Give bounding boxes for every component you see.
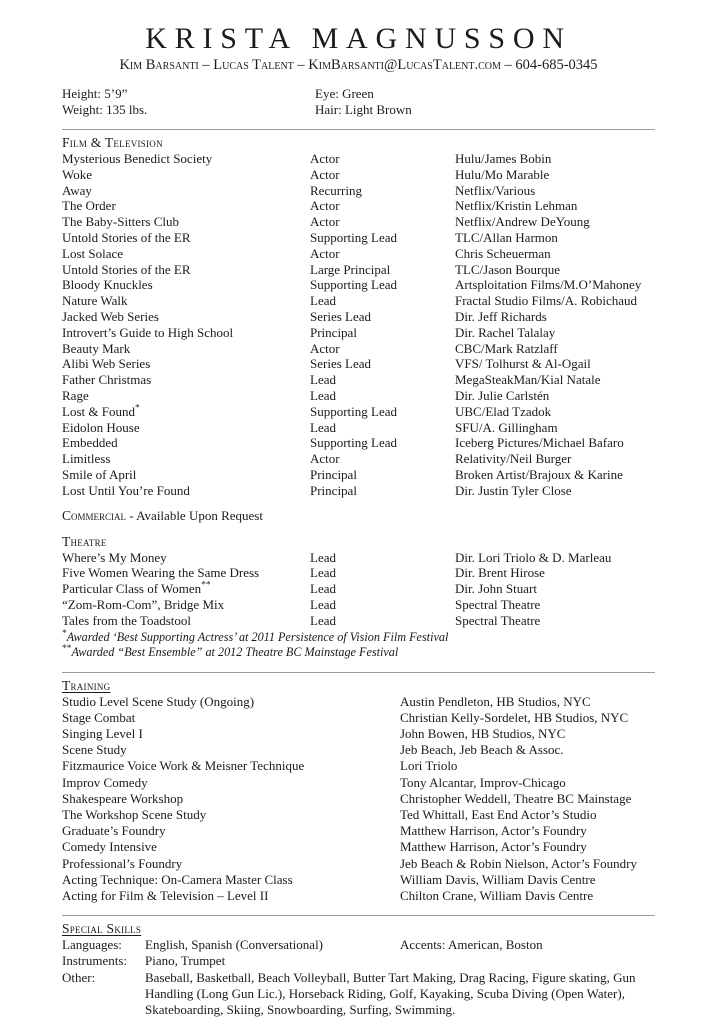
credit-title xyxy=(62,372,310,388)
credit-title-text: “Zom-Rom-Com”, Bridge Mix xyxy=(62,596,225,612)
credit-company: Dir. Jeff Richards xyxy=(455,308,547,324)
credit-row xyxy=(62,451,655,467)
training-course: Improv Comedy xyxy=(62,774,148,790)
credit-row xyxy=(62,581,655,597)
footnote xyxy=(62,645,655,661)
credit-role: Large Principal xyxy=(310,261,391,277)
credit-company: SFU/A. Gillingham xyxy=(455,419,558,435)
stat-height: Height: 5’9” xyxy=(62,86,128,101)
training-row xyxy=(62,742,655,758)
footnote xyxy=(62,630,655,646)
credit-title-text: Alibi Web Series xyxy=(62,356,151,372)
credit-title xyxy=(62,420,310,436)
commercial-rest: - Available Upon Request xyxy=(126,507,263,523)
credit-row xyxy=(62,230,655,246)
credit-title-text: Introvert’s Guide to High School xyxy=(62,324,234,340)
credit-title xyxy=(62,293,310,309)
credit-title xyxy=(62,597,310,613)
credit-title xyxy=(62,581,310,597)
footnote-text: Awarded “Best Ensemble” at 2012 Theatre BC Mainstage Festival xyxy=(71,645,399,660)
credit-title-text: Eidolon House xyxy=(62,419,140,435)
credit-company: Artsploitation Films/M.O’Mahoney xyxy=(455,277,642,293)
credit-company: Hulu/Mo Marable xyxy=(455,166,550,182)
training-heading: Training xyxy=(62,677,111,693)
credit-company: Fractal Studio Films/A. Robichaud xyxy=(455,293,637,309)
training-teacher: Matthew Harrison, Actor’s Foundry xyxy=(400,823,587,839)
credit-title xyxy=(62,550,310,566)
credit-role: Lead xyxy=(310,549,336,565)
training-row xyxy=(62,856,655,872)
training-row xyxy=(62,726,655,742)
credit-role: Actor xyxy=(310,340,340,356)
credit-row xyxy=(62,565,655,581)
training-teacher: Chilton Crane, William Davis Centre xyxy=(400,887,594,903)
credit-company: Netflix/Kristin Lehman xyxy=(455,198,578,214)
credit-company: Netflix/Andrew DeYoung xyxy=(455,214,590,230)
theatre-rows xyxy=(62,550,655,629)
credit-title xyxy=(62,388,310,404)
instruments-label: Instruments: xyxy=(62,953,127,969)
footnote-mark: * xyxy=(62,628,67,639)
footnote-mark: ** xyxy=(62,643,72,654)
training-course: Studio Level Scene Study (Ongoing) xyxy=(62,693,255,709)
credit-title-text: Embedded xyxy=(62,435,118,451)
credit-row xyxy=(62,198,655,214)
credit-title xyxy=(62,341,310,357)
credit-company: TLC/Allan Harmon xyxy=(455,229,558,245)
credit-role: Actor xyxy=(310,245,340,261)
special-skills-heading: Special Skills xyxy=(62,921,142,937)
training-course: Shakespeare Workshop xyxy=(62,790,184,806)
training-row xyxy=(62,888,655,904)
stat-eye: Eye: Green xyxy=(315,86,374,101)
credit-role: Supporting Lead xyxy=(310,229,398,245)
credit-company: Netflix/Various xyxy=(455,182,536,198)
training-row xyxy=(62,694,655,710)
footnote-mark: * xyxy=(134,403,140,414)
credit-title-text: Where’s My Money xyxy=(62,549,167,565)
credit-company: Dir. Julie Carlstén xyxy=(455,387,550,403)
credit-role: Lead xyxy=(310,612,336,628)
credit-role: Supporting Lead xyxy=(310,435,398,451)
languages-value: English, Spanish (Conversational) xyxy=(145,937,324,953)
credit-title xyxy=(62,483,310,499)
training-teacher: Lori Triolo xyxy=(400,758,458,774)
credit-row xyxy=(62,214,655,230)
credit-role: Recurring xyxy=(310,182,362,198)
credit-row xyxy=(62,420,655,436)
credit-row xyxy=(62,435,655,451)
credit-row xyxy=(62,613,655,629)
footnote-mark: ** xyxy=(201,580,211,591)
stat-weight: Weight: 135 lbs. xyxy=(62,102,148,117)
training-row xyxy=(62,823,655,839)
credit-company: UBC/Elad Tzadok xyxy=(455,403,552,419)
credit-row xyxy=(62,372,655,388)
training-course: Singing Level I xyxy=(62,725,143,741)
physical-stats xyxy=(62,86,655,118)
training-teacher: Jeb Beach & Robin Nielson, Actor’s Foundry xyxy=(400,855,637,871)
training-row xyxy=(62,775,655,791)
credit-title xyxy=(62,613,310,629)
credit-role: Principal xyxy=(310,482,357,498)
training-row xyxy=(62,839,655,855)
training-course: Scene Study xyxy=(62,742,127,758)
credit-row xyxy=(62,309,655,325)
special-skills-section xyxy=(62,921,655,1018)
credit-title-text: Father Christmas xyxy=(62,372,152,388)
credit-company: TLC/Jason Bourque xyxy=(455,261,561,277)
commercial-label: Commercial xyxy=(62,507,127,523)
contact-line: Kim Barsanti – Lucas Talent – KimBarsanti@LucasTalent.com – 604-685-0345 xyxy=(119,57,598,73)
accents-value: Accents: American, Boston xyxy=(400,937,543,953)
credit-company: Dir. John Stuart xyxy=(455,581,537,597)
credit-title-text: Nature Walk xyxy=(62,293,128,309)
credit-role: Lead xyxy=(310,419,336,435)
credit-company: Relativity/Neil Burger xyxy=(455,451,572,467)
credit-role: Principal xyxy=(310,324,357,340)
credit-title-text: Tales from the Toadstool xyxy=(62,612,191,628)
credit-company: VFS/ Tolhurst & Al-Ogail xyxy=(455,356,591,372)
credit-company: Dir. Rachel Talalay xyxy=(455,324,556,340)
training-course: Acting for Film & Television – Level II xyxy=(62,887,269,903)
credit-role: Lead xyxy=(310,581,336,597)
other-value: Baseball, Basketball, Beach Volleyball, Butter Tart Making, Drag Racing, Figure skating, Gun Handling (Long Gun Lic.), Horseback Riding, Golf, Kayaking, Scuba Diving (Open Water), Skateboarding, Skiing, Snowboarding, Surfing, Swimming. xyxy=(145,969,636,1018)
credit-title-text: Woke xyxy=(62,166,92,182)
credit-title-text: Away xyxy=(62,182,92,198)
training-teacher: Christian Kelly-Sordelet, HB Studios, NYC xyxy=(400,709,629,725)
credit-title-text: Particular Class of Women xyxy=(62,581,202,597)
skills-languages-row xyxy=(62,937,655,953)
training-teacher: Austin Pendleton, HB Studios, NYC xyxy=(400,693,591,709)
credit-title xyxy=(62,230,310,246)
credit-title-text: Jacked Web Series xyxy=(62,308,159,324)
training-teacher: John Bowen, HB Studios, NYC xyxy=(400,725,566,741)
credit-title xyxy=(62,167,310,183)
credit-company: Broken Artist/Brajoux & Karine xyxy=(455,466,623,482)
credit-title-text: Five Women Wearing the Same Dress xyxy=(62,565,260,581)
credit-role: Supporting Lead xyxy=(310,277,398,293)
training-row xyxy=(62,758,655,774)
training-teacher: Matthew Harrison, Actor’s Foundry xyxy=(400,839,587,855)
credit-row xyxy=(62,483,655,499)
credit-title xyxy=(62,262,310,278)
divider xyxy=(62,672,655,673)
languages-label: Languages: xyxy=(62,937,122,953)
footnote-text: Awarded ‘Best Supporting Actress’ at 2011 Persistence of Vision Film Festival xyxy=(66,629,449,644)
credit-role: Lead xyxy=(310,293,336,309)
credit-row xyxy=(62,293,655,309)
credit-title-text: Untold Stories of the ER xyxy=(62,229,191,245)
credit-company: Iceberg Pictures/Michael Bafaro xyxy=(455,435,624,451)
other-label: Other: xyxy=(62,969,96,985)
credit-title xyxy=(62,309,310,325)
training-teacher: Christopher Weddell, Theatre BC Mainstage xyxy=(400,790,632,806)
credit-title xyxy=(62,198,310,214)
training-row xyxy=(62,710,655,726)
credit-row xyxy=(62,597,655,613)
training-section xyxy=(62,678,655,905)
credit-title-text: Lost Until You’re Found xyxy=(62,482,190,498)
credit-role: Actor xyxy=(310,214,340,230)
credit-row xyxy=(62,325,655,341)
credit-row xyxy=(62,262,655,278)
credit-title xyxy=(62,183,310,199)
training-teacher: Ted Whittall, East End Actor’s Studio xyxy=(400,806,597,822)
credit-row xyxy=(62,341,655,357)
training-course: Stage Combat xyxy=(62,709,136,725)
credit-title xyxy=(62,451,310,467)
training-course: Fitzmaurice Voice Work & Meisner Technique xyxy=(62,758,305,774)
credit-company: MegaSteakMan/Kial Natale xyxy=(455,372,601,388)
training-course: Graduate’s Foundry xyxy=(62,823,166,839)
credit-title xyxy=(62,356,310,372)
skills-instruments-row xyxy=(62,953,655,969)
credit-role: Actor xyxy=(310,451,340,467)
credit-title-text: The Baby-Sitters Club xyxy=(62,214,179,230)
credit-company: Hulu/James Bobin xyxy=(455,151,552,166)
credit-row xyxy=(62,246,655,262)
credit-role: Lead xyxy=(310,596,336,612)
commercial-line xyxy=(62,508,655,524)
credit-row xyxy=(62,356,655,372)
theatre-heading: Theatre xyxy=(62,533,107,549)
film-tv-rows xyxy=(62,151,655,499)
credit-company: Dir. Brent Hirose xyxy=(455,565,545,581)
credit-role: Series Lead xyxy=(310,356,372,372)
stat-hair: Hair: Light Brown xyxy=(315,102,412,117)
credit-title xyxy=(62,214,310,230)
credit-title xyxy=(62,435,310,451)
credit-title-text: Bloody Knuckles xyxy=(62,277,153,293)
credit-role: Series Lead xyxy=(310,308,372,324)
credit-row xyxy=(62,467,655,483)
credit-role: Actor xyxy=(310,198,340,214)
footnotes xyxy=(62,630,655,661)
training-teacher: William Davis, William Davis Centre xyxy=(400,871,596,887)
credit-company: Chris Scheuerman xyxy=(455,245,551,261)
training-teacher: Tony Alcantar, Improv-Chicago xyxy=(400,774,566,790)
credit-row xyxy=(62,183,655,199)
credit-title xyxy=(62,467,310,483)
credit-row xyxy=(62,388,655,404)
film-tv-heading: Film & Television xyxy=(62,135,163,150)
divider xyxy=(62,915,655,916)
credit-role: Supporting Lead xyxy=(310,403,398,419)
credit-title-text: Smile of April xyxy=(62,466,137,482)
credit-title-text: Untold Stories of the ER xyxy=(62,261,191,277)
credit-title xyxy=(62,246,310,262)
training-course: The Workshop Scene Study xyxy=(62,806,207,822)
credit-title xyxy=(62,404,310,420)
training-course: Acting Technique: On-Camera Master Class xyxy=(62,871,293,887)
training-row xyxy=(62,872,655,888)
credit-title-text: Beauty Mark xyxy=(62,340,131,356)
credit-row xyxy=(62,151,655,167)
credit-role: Actor xyxy=(310,151,340,166)
credit-row xyxy=(62,404,655,420)
credit-title xyxy=(62,277,310,293)
training-course: Comedy Intensive xyxy=(62,839,157,855)
film-tv-section xyxy=(62,135,655,499)
credit-row xyxy=(62,550,655,566)
instruments-value: Piano, Trumpet xyxy=(145,953,226,969)
credit-title xyxy=(62,325,310,341)
credit-role: Actor xyxy=(310,166,340,182)
credit-row xyxy=(62,167,655,183)
divider xyxy=(62,129,655,130)
credit-title-text: Lost & Found xyxy=(62,403,135,419)
credit-title-text: Rage xyxy=(62,387,89,403)
credit-role: Lead xyxy=(310,387,336,403)
credit-row xyxy=(62,277,655,293)
credit-title-text: Limitless xyxy=(62,451,111,467)
credit-title-text: Mysterious Benedict Society xyxy=(62,151,213,166)
training-row xyxy=(62,807,655,823)
training-teacher: Jeb Beach, Jeb Beach & Assoc. xyxy=(400,742,564,758)
theatre-section xyxy=(62,534,655,629)
credit-company: Spectral Theatre xyxy=(455,596,541,612)
credit-role: Lead xyxy=(310,372,336,388)
skills-other-row xyxy=(62,970,655,1019)
training-course: Professional’s Foundry xyxy=(62,855,183,871)
credit-company: Spectral Theatre xyxy=(455,612,541,628)
credit-role: Principal xyxy=(310,466,357,482)
credit-company: CBC/Mark Ratzlaff xyxy=(455,340,558,356)
credit-company: Dir. Justin Tyler Close xyxy=(455,482,572,498)
credit-title-text: Lost Solace xyxy=(62,245,124,261)
training-rows xyxy=(62,694,655,905)
credit-title-text: The Order xyxy=(62,198,116,214)
credit-role: Lead xyxy=(310,565,336,581)
training-row xyxy=(62,791,655,807)
actor-name: KRISTA MAGNUSSON xyxy=(145,22,572,55)
credit-title xyxy=(62,151,310,167)
credit-company: Dir. Lori Triolo & D. Marleau xyxy=(455,549,612,565)
credit-title xyxy=(62,565,310,581)
